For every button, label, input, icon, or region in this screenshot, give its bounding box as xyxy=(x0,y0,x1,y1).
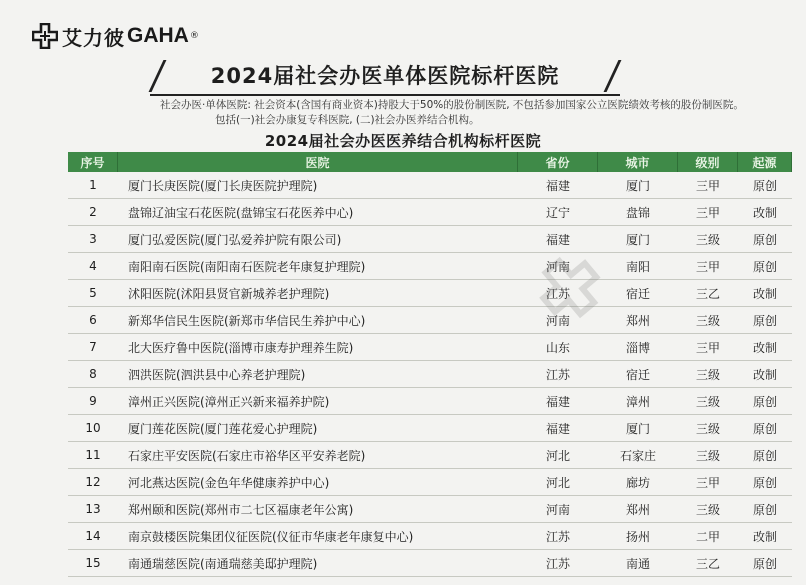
city-cell: 厦门 xyxy=(625,178,650,193)
rank-cell: 15 xyxy=(85,556,101,570)
table-row xyxy=(68,550,792,577)
table-body xyxy=(68,172,792,577)
province-cell: 福建 xyxy=(545,178,570,193)
province-cell: 山东 xyxy=(545,340,570,355)
origin-cell: 改制 xyxy=(752,340,777,355)
hospital-cell: 郑州颐和医院(郑州市二七区福康老年公寓) xyxy=(128,502,354,517)
city-cell: 南阳 xyxy=(625,259,650,274)
brand-name-cn: 艾力彼 xyxy=(62,25,125,50)
level-cell: 三甲 xyxy=(695,178,720,193)
origin-cell: 原创 xyxy=(752,448,777,463)
hospital-cell: 盘锦辽油宝石花医院(盘锦宝石花医养中心) xyxy=(128,205,354,220)
city-cell: 南通 xyxy=(625,556,650,571)
hospital-cell: 厦门弘爱医院(厦门弘爱养护院有限公司) xyxy=(128,232,342,247)
city-cell: 郑州 xyxy=(625,502,650,517)
province-cell: 江苏 xyxy=(545,286,570,301)
rank-cell: 5 xyxy=(89,286,97,300)
province-cell: 江苏 xyxy=(545,367,570,382)
rank-cell: 8 xyxy=(89,367,97,381)
origin-cell: 原创 xyxy=(752,313,777,328)
header-level: 级别 xyxy=(678,152,738,172)
city-cell: 厦门 xyxy=(625,232,650,247)
city-cell: 廊坊 xyxy=(625,475,650,490)
table-row xyxy=(68,388,792,415)
level-cell: 三级 xyxy=(695,394,720,409)
level-cell: 三级 xyxy=(695,448,720,463)
header-hospital: 医院 xyxy=(118,152,518,172)
main-title: 2024届社会办医单体医院标杆医院 xyxy=(210,64,560,88)
rank-cell: 13 xyxy=(85,502,101,516)
table-row xyxy=(68,469,792,496)
origin-cell: 原创 xyxy=(752,475,777,490)
hospital-cell: 南京鼓楼医院集团仪征医院(仪征市华康老年康复中心) xyxy=(128,529,414,544)
origin-cell: 改制 xyxy=(752,367,777,382)
header-origin: 起源 xyxy=(738,152,792,172)
hospital-cell: 厦门莲花医院(厦门莲花爱心护理院) xyxy=(128,421,318,436)
city-cell: 厦门 xyxy=(625,421,650,436)
rank-cell: 7 xyxy=(89,340,97,354)
city-cell: 漳州 xyxy=(625,394,650,409)
table-row xyxy=(68,442,792,469)
hospital-cell: 河北燕达医院(金色年华健康养护中心) xyxy=(128,475,330,490)
table-row xyxy=(68,226,792,253)
level-cell: 三甲 xyxy=(695,475,720,490)
rank-cell: 4 xyxy=(89,259,97,273)
hospital-cell: 南通瑞慈医院(南通瑞慈美邸护理院) xyxy=(128,556,318,571)
header-city: 城市 xyxy=(598,152,678,172)
origin-cell: 原创 xyxy=(752,178,777,193)
rank-cell: 10 xyxy=(85,421,101,435)
province-cell: 河北 xyxy=(545,448,570,463)
header-province: 省份 xyxy=(518,152,598,172)
level-cell: 三级 xyxy=(695,367,720,382)
origin-cell: 原创 xyxy=(752,232,777,247)
table-row xyxy=(68,307,792,334)
table-row xyxy=(68,496,792,523)
table-row xyxy=(68,334,792,361)
province-cell: 辽宁 xyxy=(545,205,570,220)
table-row xyxy=(68,415,792,442)
level-cell: 三甲 xyxy=(695,259,720,274)
rank-cell: 14 xyxy=(85,529,101,543)
rank-cell: 6 xyxy=(89,313,97,327)
level-cell: 三级 xyxy=(695,232,720,247)
hospital-cell: 新郑华信民生医院(新郑市华信民生养护中心) xyxy=(128,313,366,328)
origin-cell: 改制 xyxy=(752,205,777,220)
header-rank: 序号 xyxy=(68,152,118,172)
city-cell: 石家庄 xyxy=(619,448,656,463)
table-row xyxy=(68,199,792,226)
level-cell: 三级 xyxy=(695,313,720,328)
city-cell: 宿迁 xyxy=(625,367,650,382)
origin-cell: 原创 xyxy=(752,394,777,409)
rank-cell: 12 xyxy=(85,475,101,489)
table-row xyxy=(68,253,792,280)
origin-cell: 改制 xyxy=(752,286,777,301)
registered-mark: ® xyxy=(189,31,199,41)
origin-cell: 原创 xyxy=(752,421,777,436)
level-cell: 三级 xyxy=(695,421,720,436)
rank-cell: 9 xyxy=(89,394,97,408)
province-cell: 福建 xyxy=(545,232,570,247)
hospital-cell: 南阳南石医院(南阳南石医院老年康复护理院) xyxy=(128,259,366,274)
title-underline xyxy=(150,94,620,96)
table-title: 2024届社会办医医养结合机构标杆医院 xyxy=(264,132,542,150)
province-cell: 江苏 xyxy=(545,556,570,571)
city-cell: 盘锦 xyxy=(625,205,650,220)
level-cell: 三甲 xyxy=(695,340,720,355)
hospital-cell: 厦门长庚医院(厦门长庚医院护理院) xyxy=(128,178,318,193)
province-cell: 河南 xyxy=(545,502,570,517)
level-cell: 三乙 xyxy=(695,286,720,301)
city-cell: 扬州 xyxy=(625,529,650,544)
city-cell: 郑州 xyxy=(625,313,650,328)
province-cell: 福建 xyxy=(545,394,570,409)
brand-name-en: GAHA xyxy=(127,24,189,47)
level-cell: 三甲 xyxy=(695,205,720,220)
province-cell: 河南 xyxy=(545,259,570,274)
hospital-cell: 北大医疗鲁中医院(淄博市康寿护理养生院) xyxy=(128,340,354,355)
rank-cell: 11 xyxy=(85,448,101,462)
level-cell: 三级 xyxy=(695,502,720,517)
rank-cell: 3 xyxy=(89,232,97,246)
origin-cell: 原创 xyxy=(752,259,777,274)
main-title-block xyxy=(150,56,620,96)
city-cell: 宿迁 xyxy=(625,286,650,301)
level-cell: 二甲 xyxy=(695,529,720,544)
definition-note: 社会办医·单体医院: 社会资本(含国有商业资本)持股大于50%的股份制医院, 不包括参加国家公立医院绩效考核的股份制医院。 xyxy=(160,99,744,111)
hospital-cell: 沭阳医院(沭阳县贤官新城养老护理院) xyxy=(128,286,330,301)
hospital-cell: 石家庄平安医院(石家庄市裕华区平安养老院) xyxy=(128,448,366,463)
ranking-table xyxy=(68,152,792,577)
origin-cell: 原创 xyxy=(752,502,777,517)
origin-cell: 改制 xyxy=(752,529,777,544)
origin-cell: 原创 xyxy=(752,556,777,571)
province-cell: 江苏 xyxy=(545,529,570,544)
table-row xyxy=(68,172,792,199)
gaha-cross-logo-icon xyxy=(32,23,58,49)
rank-cell: 1 xyxy=(89,178,97,192)
province-cell: 河南 xyxy=(545,313,570,328)
rank-cell: 2 xyxy=(89,205,97,219)
level-cell: 三乙 xyxy=(695,556,720,571)
hospital-cell: 漳州正兴医院(漳州正兴新来福养护院) xyxy=(128,394,330,409)
city-cell: 淄博 xyxy=(625,340,650,355)
province-cell: 河北 xyxy=(545,475,570,490)
brand-logo xyxy=(32,22,199,50)
table-row xyxy=(68,280,792,307)
table-row xyxy=(68,523,792,550)
province-cell: 福建 xyxy=(545,421,570,436)
scope-note: 包括(一)社会办康复专科医院, (二)社会办医养结合机构。 xyxy=(215,114,480,126)
table-row xyxy=(68,361,792,388)
hospital-cell: 泗洪医院(泗洪县中心养老护理院) xyxy=(128,367,306,382)
table-header xyxy=(68,152,792,172)
